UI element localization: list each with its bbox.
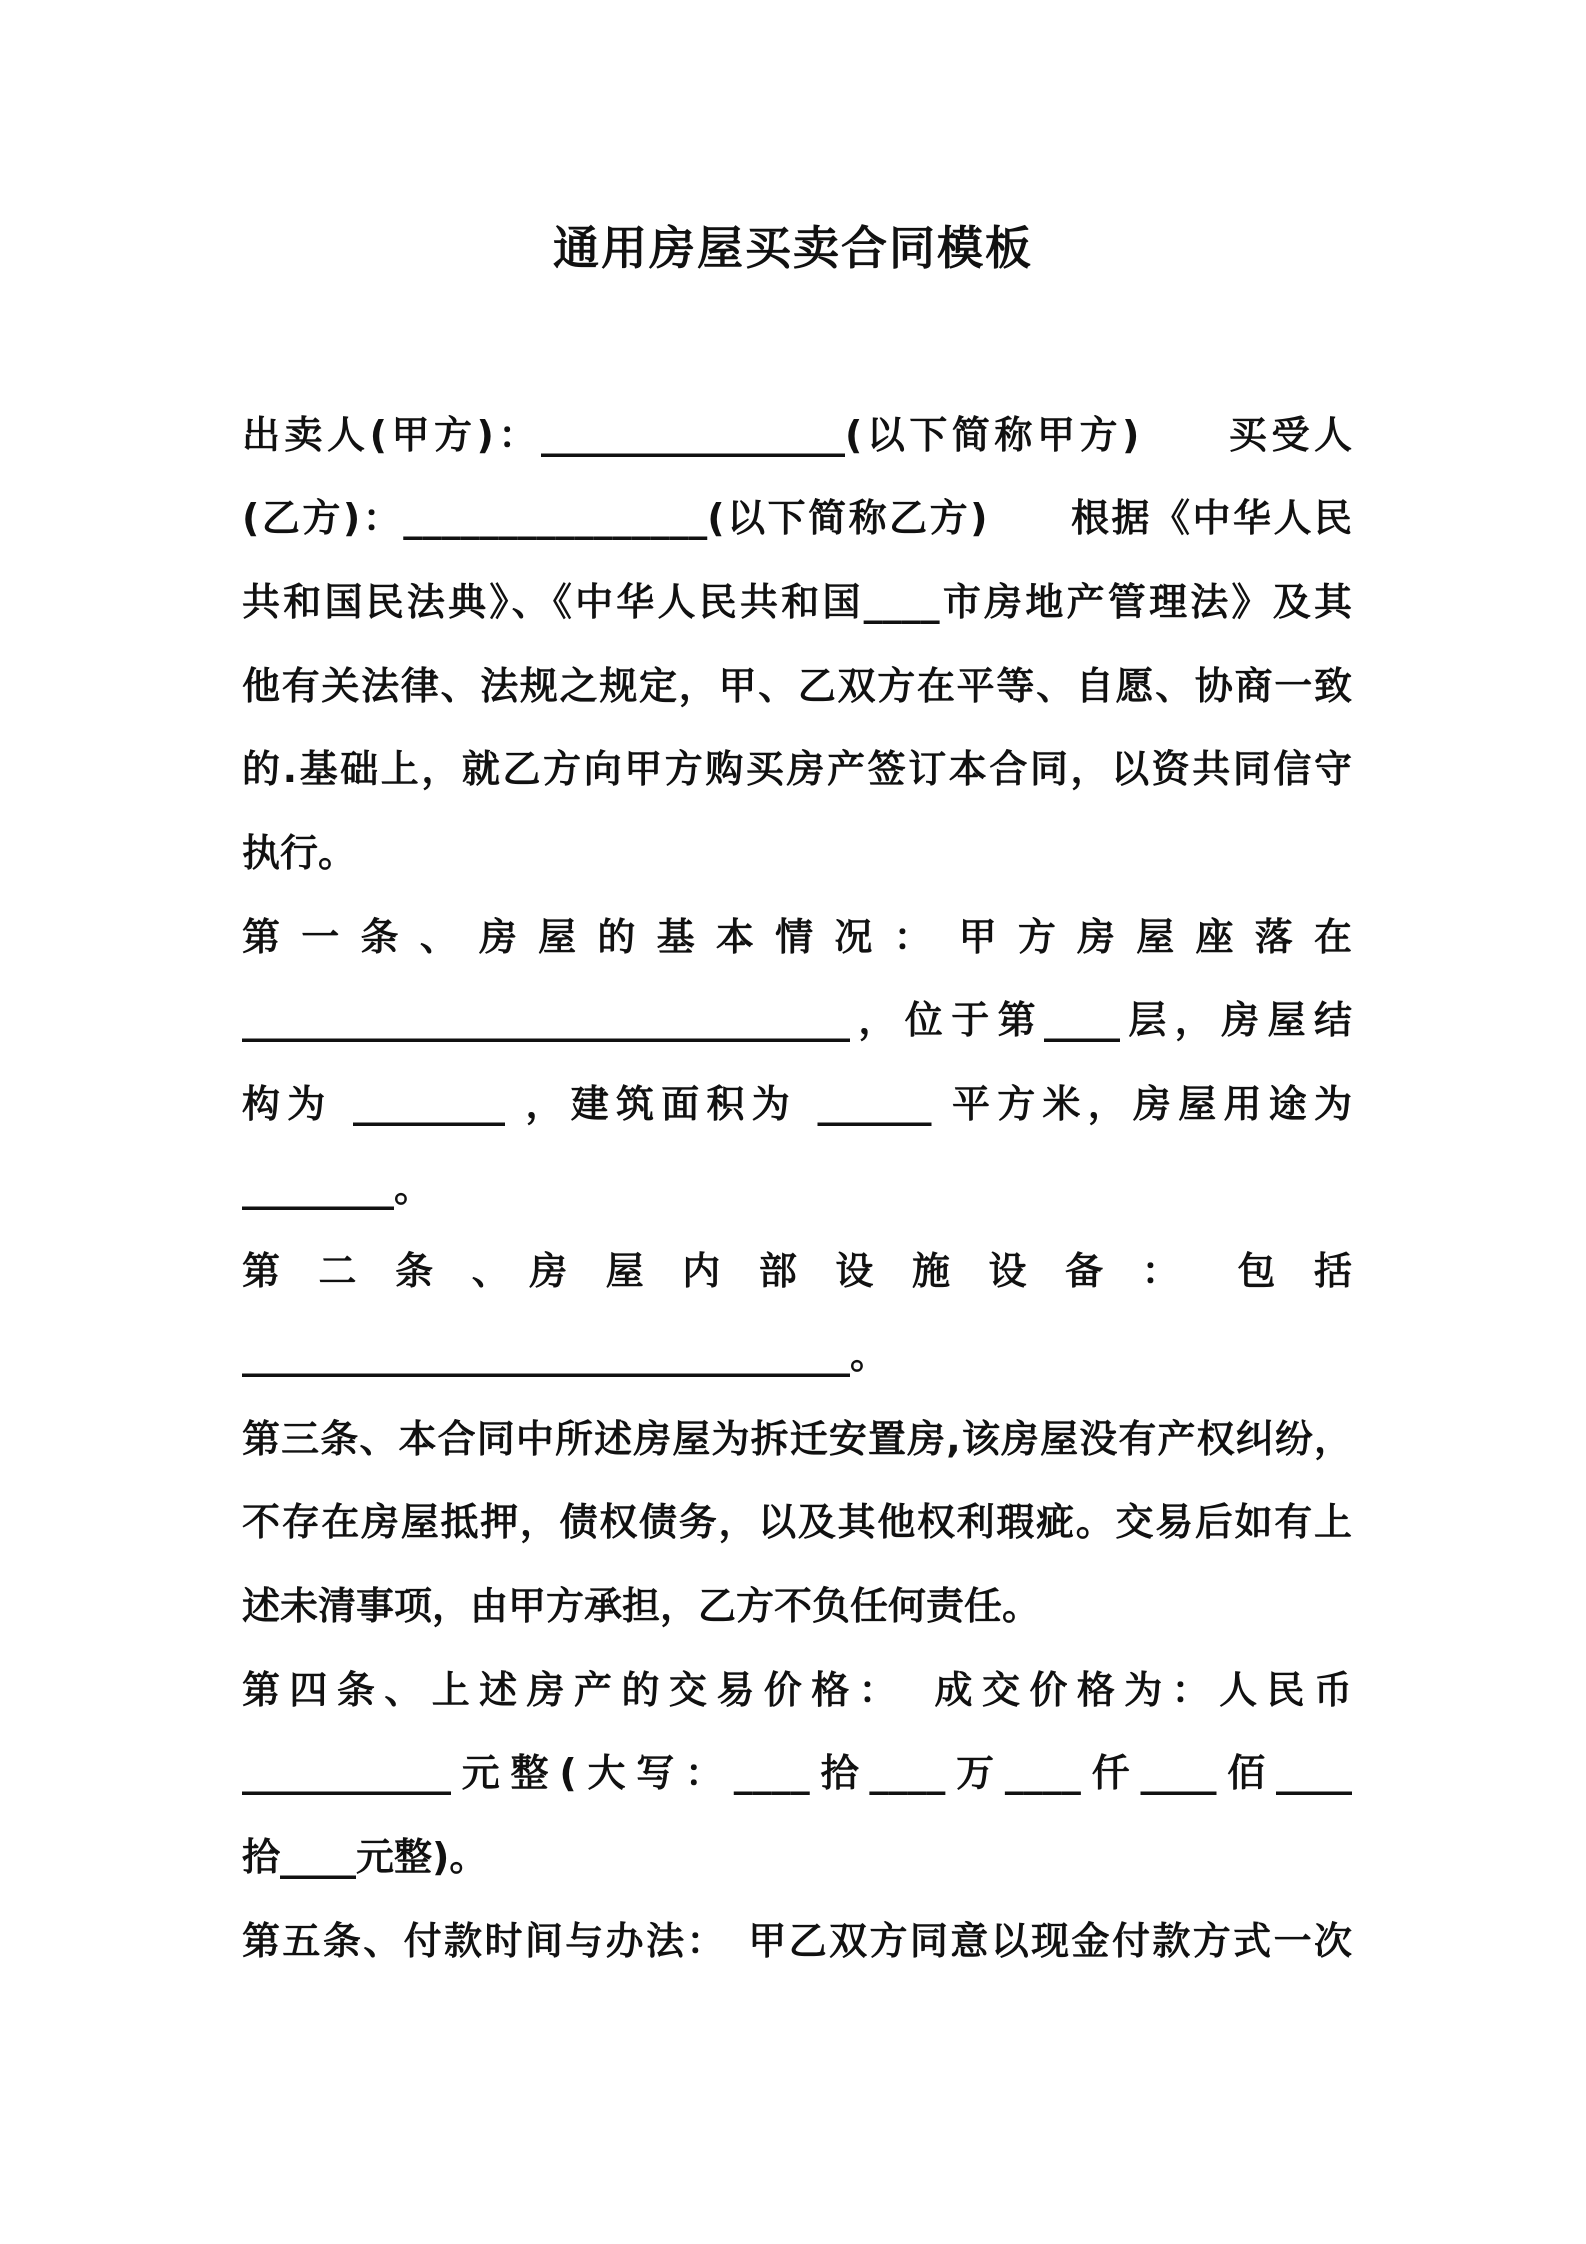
article-4-heading: 第四条、上述房产的交易价格： 成交价格为：人民币: [242, 1668, 1352, 1712]
document-title: 通用房屋买卖合同模板: [553, 221, 1033, 275]
article-1-heading: 第 一 条 、 房 屋 的 基 本 情 况 ： 甲 方 房 屋 座 落 在: [242, 915, 1352, 959]
contract-line: ________________________________。: [242, 1333, 889, 1377]
contract-line: 拾____元整)。: [242, 1835, 488, 1879]
contract-line: 出卖人(甲方)：________________(以下简称甲方) 买受人: [242, 413, 1352, 457]
contract-line: 不存在房屋抵押，债权债务，以及其他权利瑕疵。交易后如有上: [242, 1500, 1352, 1544]
contract-line: ________________________________，位于第____层，房屋结: [242, 998, 1352, 1042]
contract-line: 的.基础上，就乙方向甲方购买房产签订本合同，以资共同信守: [242, 747, 1352, 791]
contract-line: ___________元整(大写：____拾____万____仟____佰____: [242, 1751, 1352, 1795]
contract-line: (乙方)：________________(以下简称乙方) 根据《中华人民: [242, 496, 1352, 540]
article-5-heading: 第五条、付款时间与办法： 甲乙双方同意以现金付款方式一次: [242, 1919, 1352, 1963]
contract-line: 共和国民法典》、《中华人民共和国____市房地产管理法》及其: [242, 580, 1352, 624]
contract-line: 他有关法律、法规之规定，甲、乙双方在平等、自愿、协商一致: [242, 664, 1352, 708]
article-2-heading: 第 二 条 、 房 屋 内 部 设 施 设 备 ： 包 括: [242, 1249, 1352, 1293]
contract-line: 构为 ________ ，建筑面积为 ______ 平方米，房屋用途为: [242, 1082, 1352, 1126]
contract-line: 述未清事项，由甲方承担，乙方不负任何责任。: [242, 1584, 1041, 1628]
contract-line: ________。: [242, 1166, 433, 1210]
contract-line: 执行。: [242, 831, 357, 875]
article-3-heading: 第三条、本合同中所述房屋为拆迁安置房,该房屋没有产权纠纷，: [242, 1417, 1352, 1461]
